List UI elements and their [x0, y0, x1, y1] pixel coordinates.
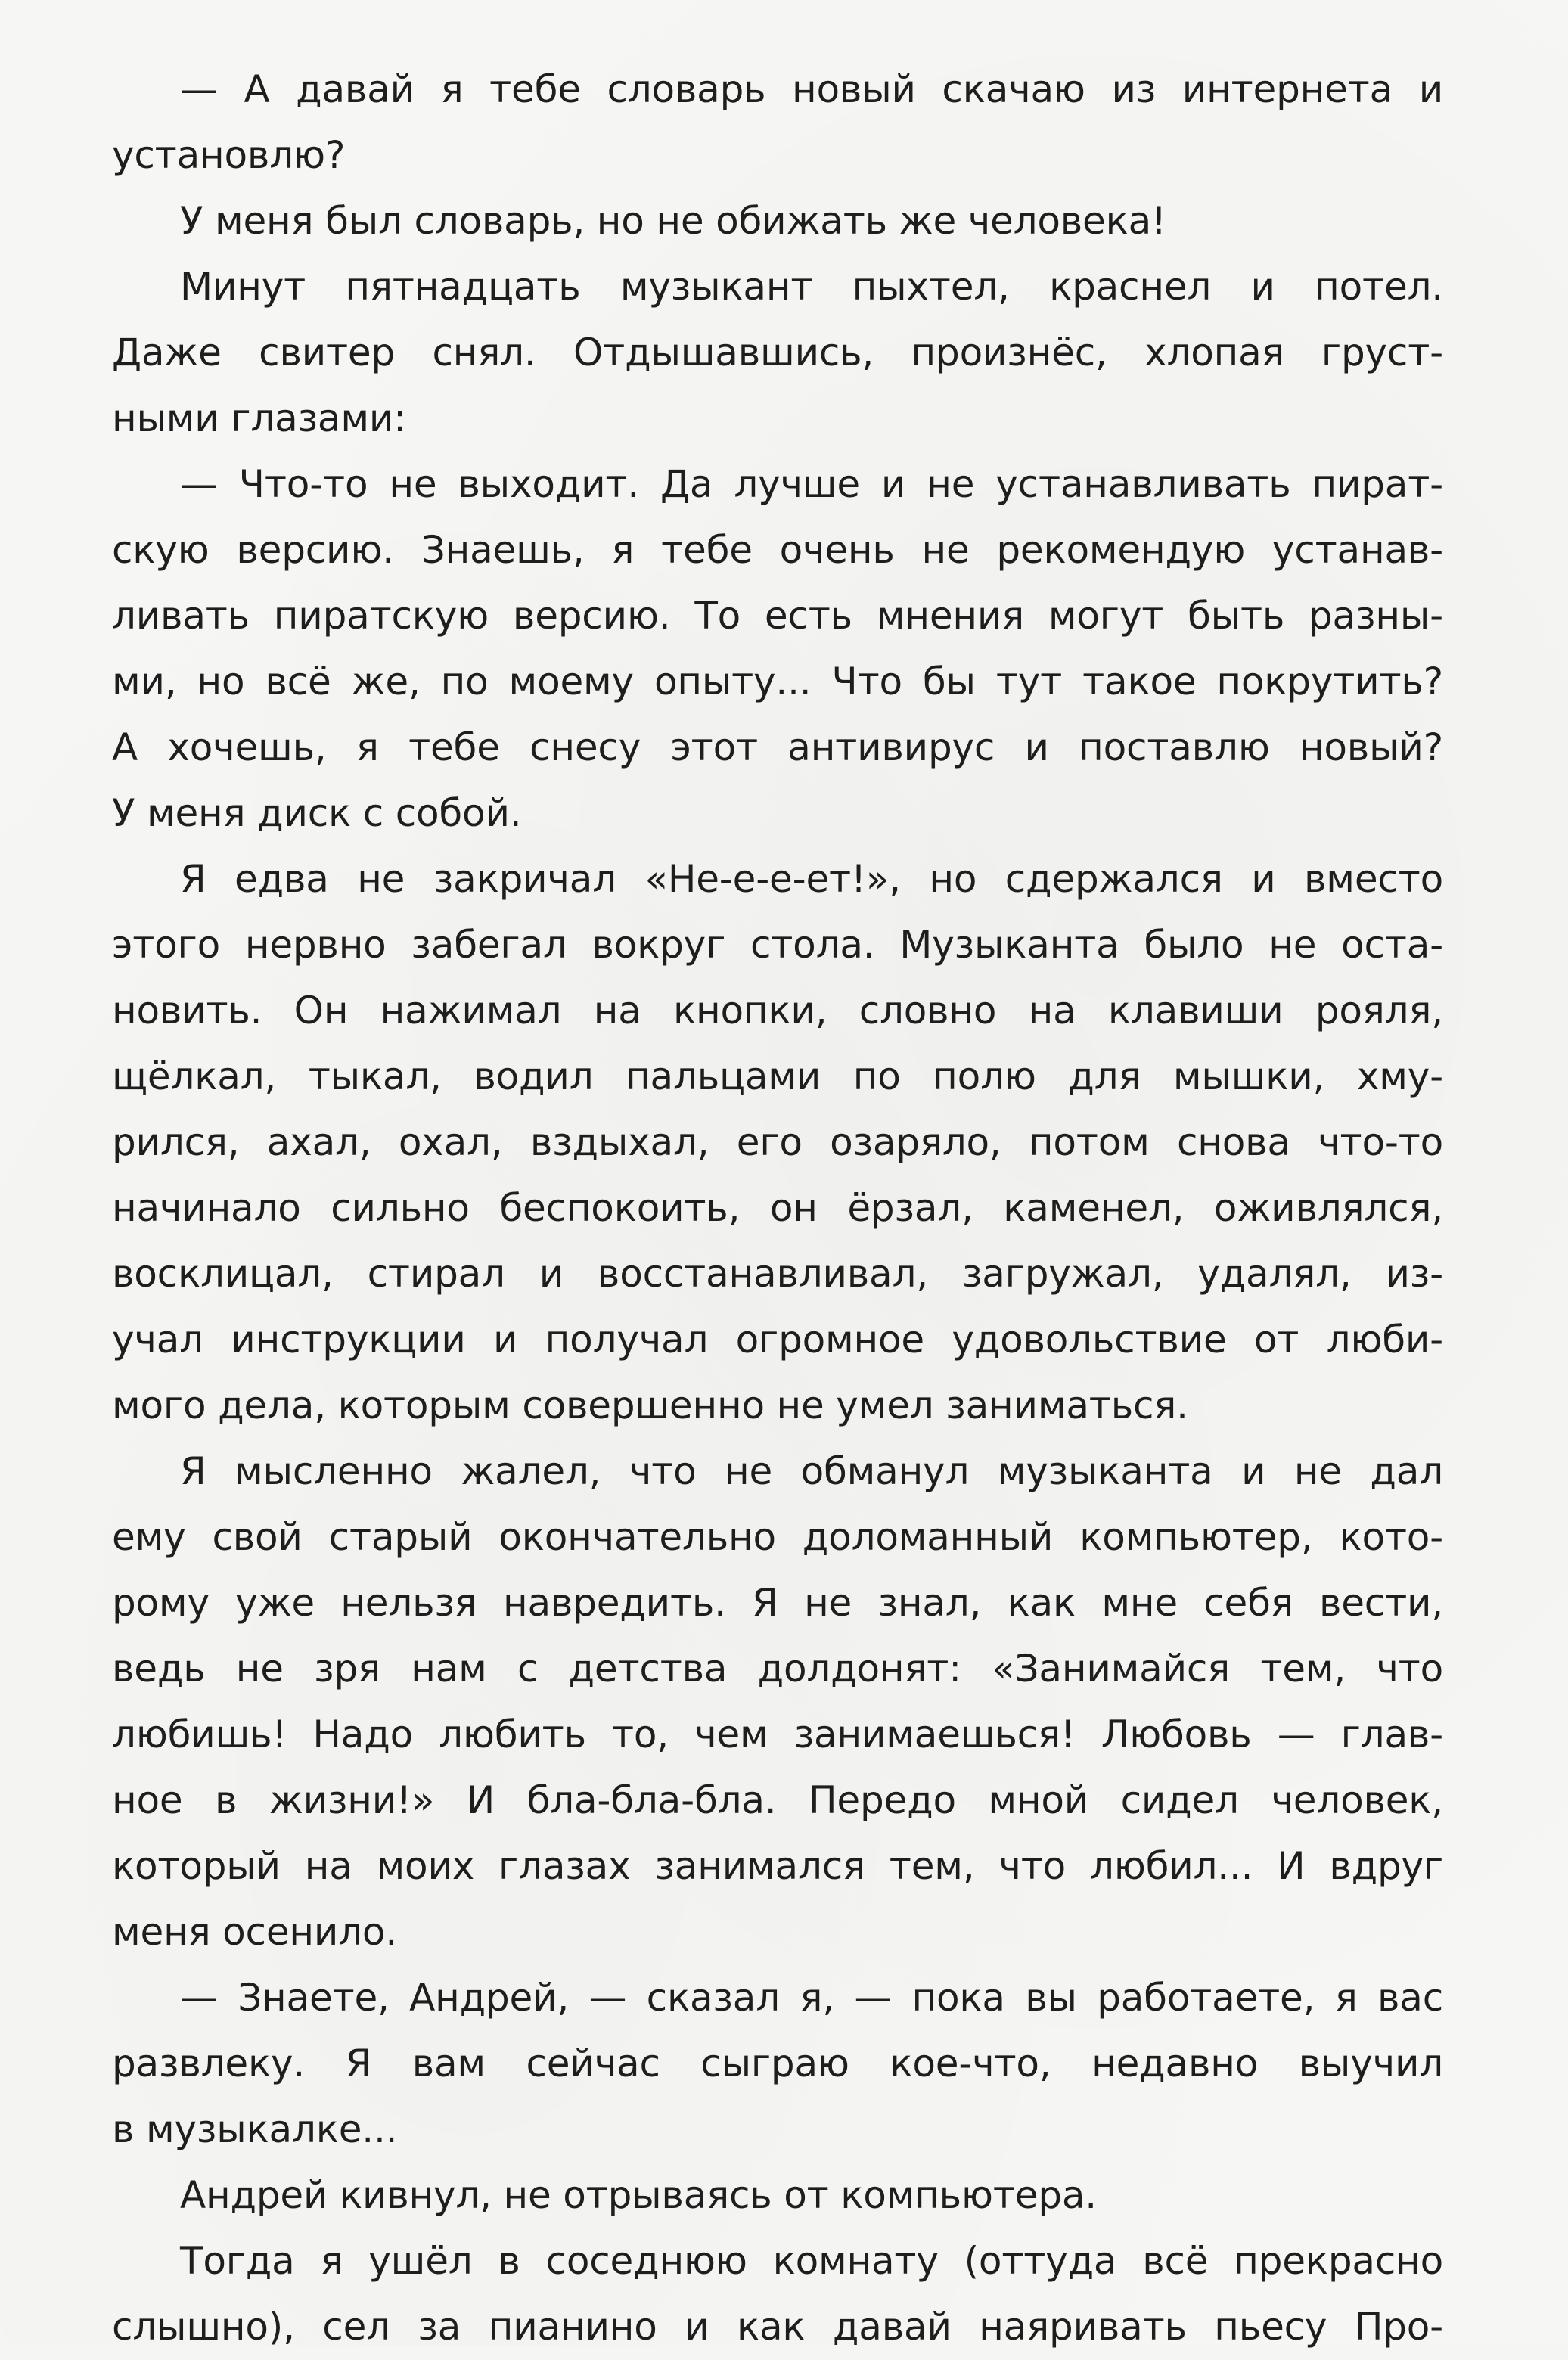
text-line: любишь! Надо любить то, чем занимаешься! Любовь — глав-: [112, 1713, 1443, 1756]
text-line: рому уже нельзя навредить. Я не знал, как мне себя вести,: [112, 1581, 1443, 1625]
text-line: ливать пиратскую версию. То есть мнения могут быть разны-: [112, 594, 1443, 638]
text-line: этого нервно забегал вокруг стола. Музыканта было не оста-: [112, 923, 1443, 967]
text-line: — Что-то не выходит. Да лучше и не устанавливать пират-: [180, 462, 1443, 506]
text-line: скую версию. Знаешь, я тебе очень не рекомендую устанав-: [112, 528, 1443, 572]
text-line: ное в жизни!» И бла-бла-бла. Передо мной сидел человек,: [112, 1778, 1443, 1822]
text-line: начинало сильно беспокоить, он ёрзал, каменел, оживлялся,: [112, 1186, 1443, 1230]
text-line: в музыкалке...: [112, 2107, 398, 2151]
text-line: У меня был словарь, но не обижать же человека!: [180, 199, 1166, 243]
text-line: который на моих глазах занимался тем, что любил... И вдруг: [112, 1844, 1443, 1888]
text-line: восклицал, стирал и восстанавливал, загружал, удалял, из-: [112, 1252, 1443, 1296]
text-line: учал инструкции и получал огромное удовольствие от люби-: [112, 1318, 1443, 1362]
text-line: мого дела, которым совершенно не умел заниматься.: [112, 1383, 1188, 1427]
text-line: меня осенило.: [112, 1910, 398, 1954]
text-line: — Знаете, Андрей, — сказал я, — пока вы работаете, я вас: [180, 1976, 1443, 2020]
text-line: установлю?: [112, 133, 346, 177]
text-line: Минут пятнадцать музыкант пыхтел, краснел и потел.: [180, 265, 1443, 309]
text-line: — А давай я тебе словарь новый скачаю из интернета и: [180, 67, 1443, 111]
text-line: ведь не зря нам с детства долдонят: «Занимайся тем, что: [112, 1647, 1443, 1691]
text-line: ему свой старый окончательно доломанный компьютер, кото-: [112, 1515, 1443, 1559]
text-line: Даже свитер снял. Отдышавшись, произнёс, хлопая груст-: [112, 331, 1443, 374]
text-line: новить. Он нажимал на кнопки, словно на клавиши рояля,: [112, 989, 1443, 1032]
text-line: слышно), сел за пианино и как давай наяривать пьесу Про-: [112, 2305, 1443, 2349]
text-line: Я едва не закричал «Не-е-е-ет!», но сдержался и вместо: [180, 857, 1443, 901]
text-line: ми, но всё же, по моему опыту... Что бы тут такое покрутить?: [112, 660, 1443, 703]
text-line: рился, ахал, охал, вздыхал, его озаряло, потом снова что-то: [112, 1120, 1443, 1164]
text-line: У меня диск с собой.: [112, 791, 522, 835]
text-line: ными глазами:: [112, 396, 406, 440]
text-line: Тогда я ушёл в соседнюю комнату (оттуда всё прекрасно: [180, 2239, 1443, 2283]
text-line: А хочешь, я тебе снесу этот антивирус и поставлю новый?: [112, 725, 1443, 769]
text-line: Я мысленно жалел, что не обманул музыканта и не дал: [180, 1449, 1443, 1493]
text-line: Андрей кивнул, не отрываясь от компьютера.: [180, 2173, 1097, 2217]
text-line: щёлкал, тыкал, водил пальцами по полю для мышки, хму-: [112, 1054, 1443, 1098]
text-line: развлеку. Я вам сейчас сыграю кое-что, недавно выучил: [112, 2042, 1443, 2085]
